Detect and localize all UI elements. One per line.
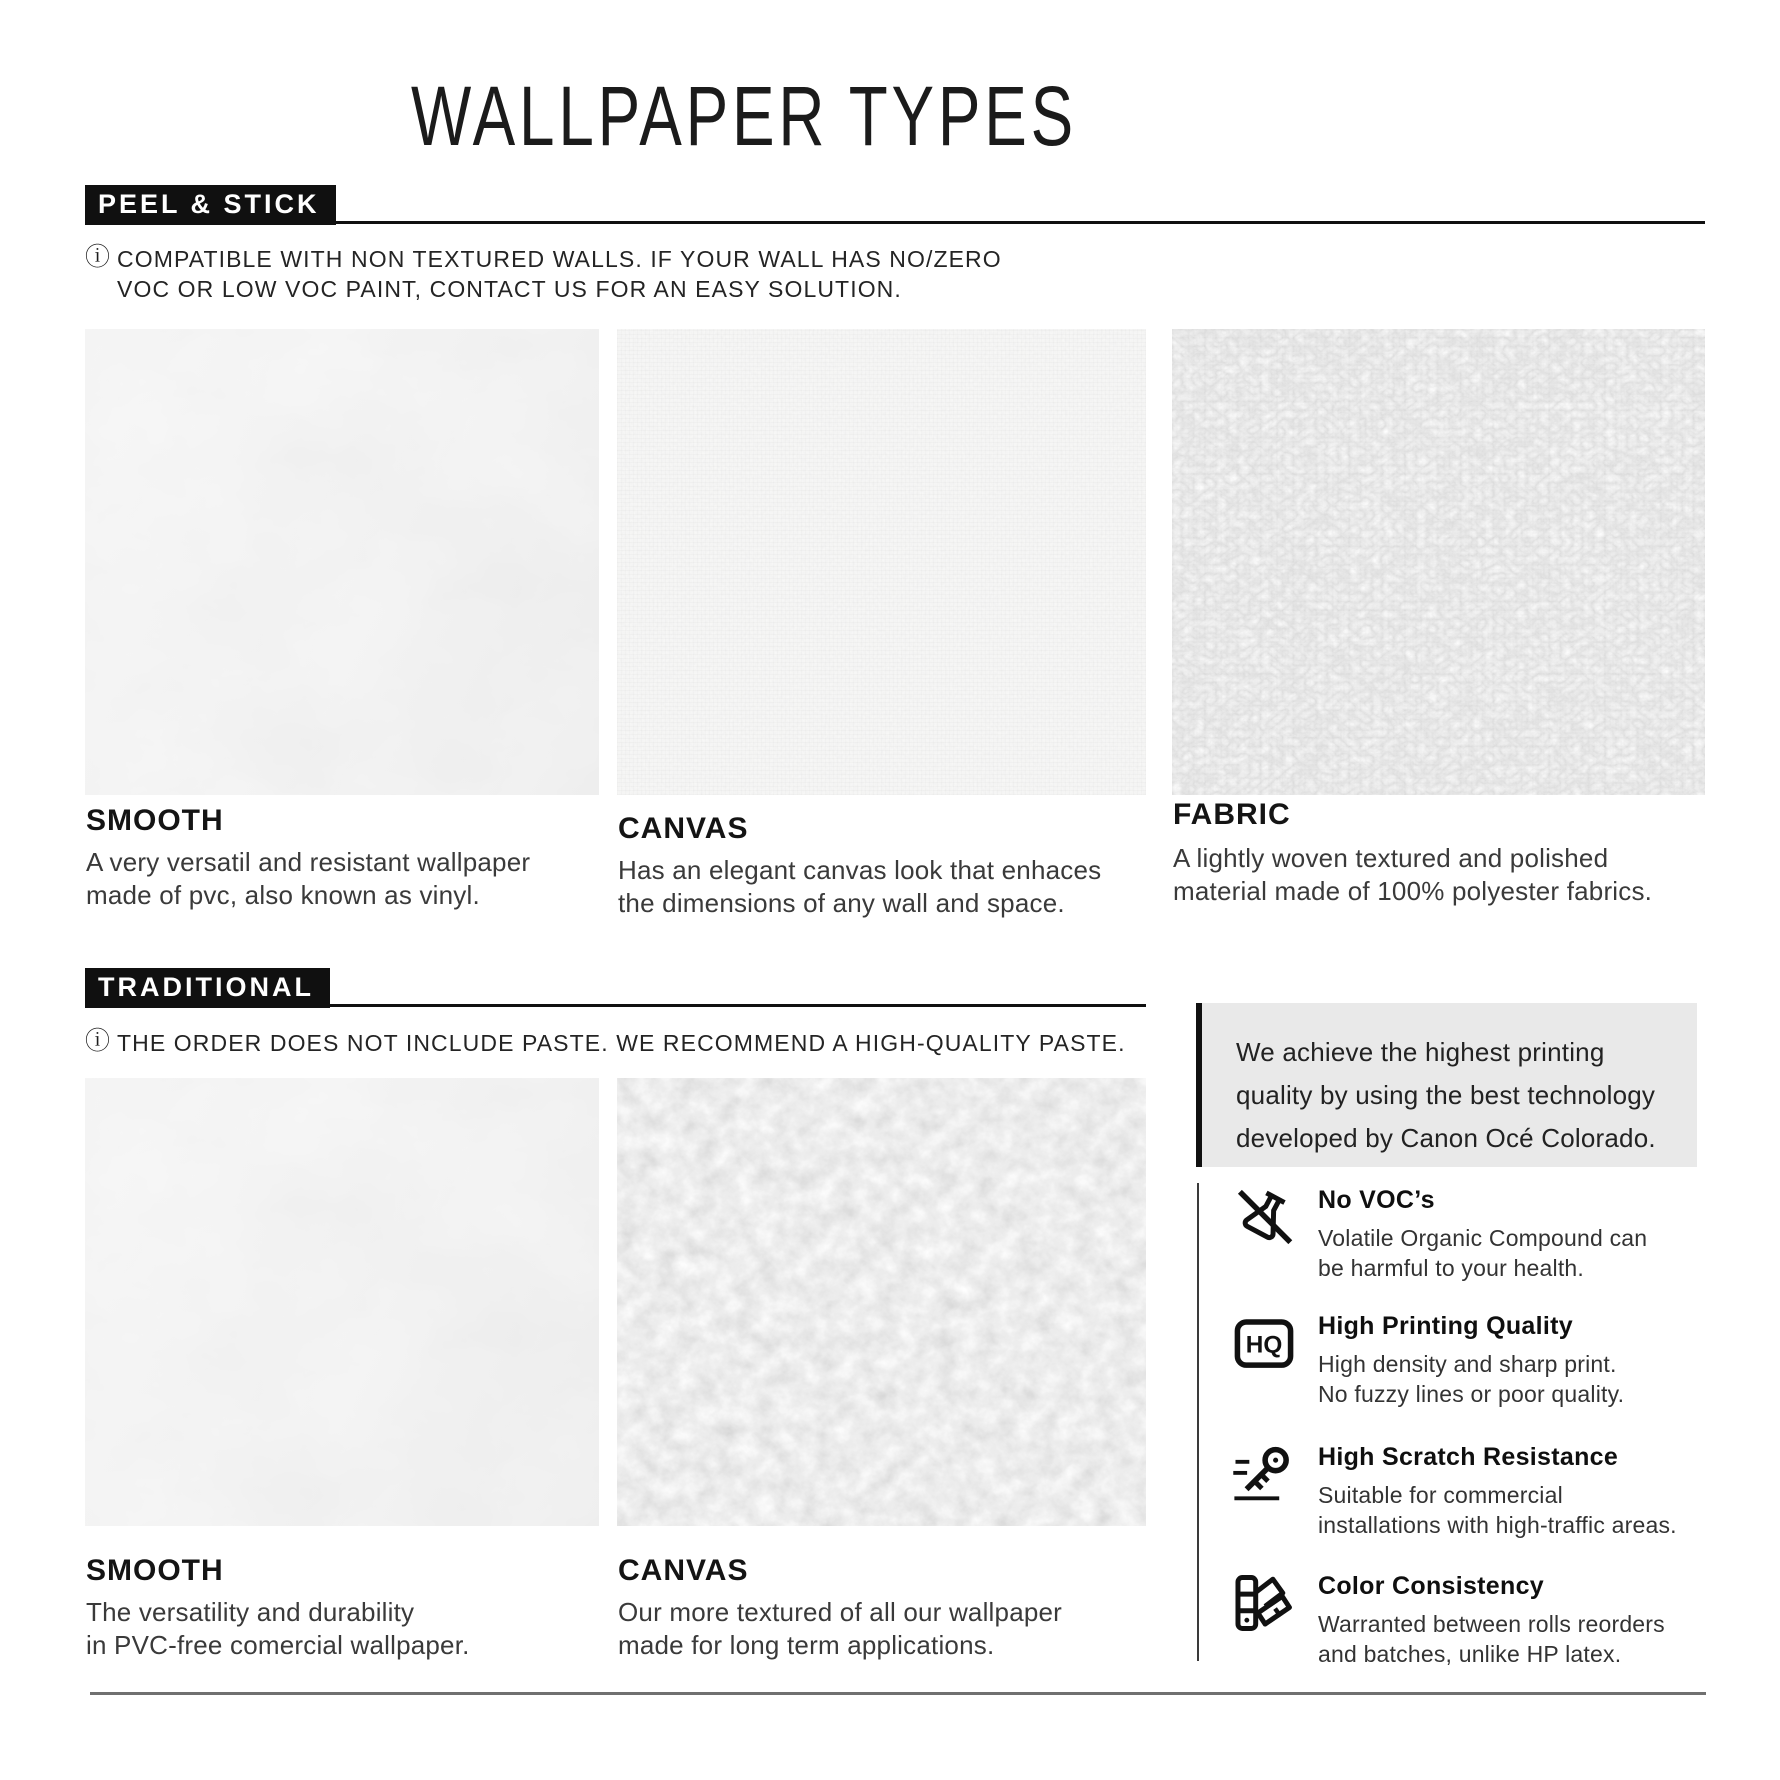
color-swatch-icon — [1233, 1572, 1295, 1634]
canvas-texture-image — [617, 329, 1146, 795]
note-line: VOC OR LOW VOC PAINT, CONTACT US FOR AN EASY SOLUTION. — [117, 276, 902, 302]
quality-note-line: quality by using the best technology — [1236, 1080, 1656, 1110]
print-quality-note-box — [1196, 1003, 1697, 1167]
feature-desc-line: No fuzzy lines or poor quality. — [1318, 1380, 1625, 1407]
desc-line: The versatility and durability — [86, 1597, 415, 1627]
feature-desc-line: High density and sharp print. — [1318, 1350, 1617, 1377]
desc-line: made for long term applications. — [618, 1630, 995, 1660]
desc-line: Has an elegant canvas look that enhaces — [618, 855, 1102, 885]
hq-badge-text: HQ — [1245, 1331, 1283, 1359]
type-desc-canvas — [618, 854, 1101, 920]
peel-stick-note — [85, 244, 1002, 304]
type-name-fabric: FABRIC — [1173, 798, 1291, 831]
peel-stick-rule — [85, 221, 1705, 224]
feature-title: High Scratch Resistance — [1318, 1443, 1619, 1471]
peel-stick-canvas-swatch — [617, 329, 1146, 795]
feature-desc-line: Suitable for commercial — [1318, 1481, 1563, 1508]
fabric-texture-image — [1172, 329, 1705, 795]
feature-color-consistency — [1318, 1572, 1718, 1669]
info-icon: ⓘ — [85, 243, 111, 271]
smooth-texture-image — [85, 1078, 599, 1526]
type-desc-smooth-traditional — [86, 1596, 470, 1662]
traditional-note — [85, 1028, 1126, 1058]
rough-canvas-texture-image — [617, 1078, 1146, 1526]
desc-line: Our more textured of all our wallpaper — [618, 1597, 1063, 1627]
hq-badge-icon — [1233, 1312, 1295, 1374]
type-name-canvas-traditional: CANVAS — [618, 1554, 749, 1587]
scratch-key-icon — [1233, 1443, 1295, 1505]
feature-desc-line: Volatile Organic Compound can — [1318, 1224, 1648, 1251]
feature-high-printing-quality — [1318, 1312, 1718, 1409]
desc-line: in PVC-free comercial wallpaper. — [86, 1630, 470, 1660]
note-line: THE ORDER DOES NOT INCLUDE PASTE. WE RECOMMEND A HIGH-QUALITY PASTE. — [117, 1030, 1126, 1056]
feature-title: Color Consistency — [1318, 1572, 1544, 1600]
type-desc-fabric — [1173, 842, 1652, 908]
no-voc-flask-icon — [1233, 1186, 1295, 1248]
info-icon: ⓘ — [85, 1027, 111, 1055]
peel-stick-fabric-swatch — [1172, 329, 1705, 795]
feature-high-scratch-resistance — [1318, 1443, 1718, 1540]
peel-stick-label: PEEL & STICK — [85, 185, 336, 225]
feature-desc-line: installations with high-traffic areas. — [1318, 1511, 1677, 1538]
note-line: COMPATIBLE WITH NON TEXTURED WALLS. IF YOUR WALL HAS NO/ZERO — [117, 246, 1002, 272]
desc-line: A lightly woven textured and polished — [1173, 843, 1609, 873]
desc-line: material made of 100% polyester fabrics. — [1173, 876, 1653, 906]
traditional-label: TRADITIONAL — [85, 968, 330, 1008]
traditional-smooth-swatch — [85, 1078, 599, 1526]
desc-line: made of pvc, also known as vinyl. — [86, 880, 480, 910]
traditional-canvas-swatch — [617, 1078, 1146, 1526]
type-name-smooth-traditional: SMOOTH — [86, 1554, 224, 1587]
traditional-rule — [85, 1004, 1146, 1007]
quality-note-line: We achieve the highest printing — [1236, 1037, 1605, 1067]
bottom-divider-line — [90, 1692, 1706, 1695]
desc-line: A very versatil and resistant wallpaper — [86, 847, 531, 877]
type-name-smooth: SMOOTH — [86, 804, 224, 837]
section-traditional-header — [85, 968, 330, 1008]
peel-stick-smooth-swatch — [85, 329, 599, 795]
desc-line: the dimensions of any wall and space. — [618, 888, 1065, 918]
section-peel-stick-header — [85, 185, 336, 225]
feature-desc-line: be harmful to your health. — [1318, 1254, 1585, 1281]
feature-desc-line: and batches, unlike HP latex. — [1318, 1640, 1622, 1667]
feature-desc-line: Warranted between rolls reorders — [1318, 1610, 1665, 1637]
page-title: WALLPAPER TYPES — [410, 69, 1078, 163]
type-desc-smooth — [86, 846, 530, 912]
feature-title: No VOC’s — [1318, 1186, 1435, 1214]
features-divider-line — [1197, 1183, 1199, 1661]
smooth-texture-image — [85, 329, 599, 795]
feature-no-voc — [1318, 1186, 1718, 1283]
quality-note-line: developed by Canon Océ Colorado. — [1236, 1123, 1656, 1153]
type-desc-canvas-traditional — [618, 1596, 1062, 1662]
feature-title: High Printing Quality — [1318, 1312, 1573, 1340]
type-name-canvas: CANVAS — [618, 812, 749, 845]
